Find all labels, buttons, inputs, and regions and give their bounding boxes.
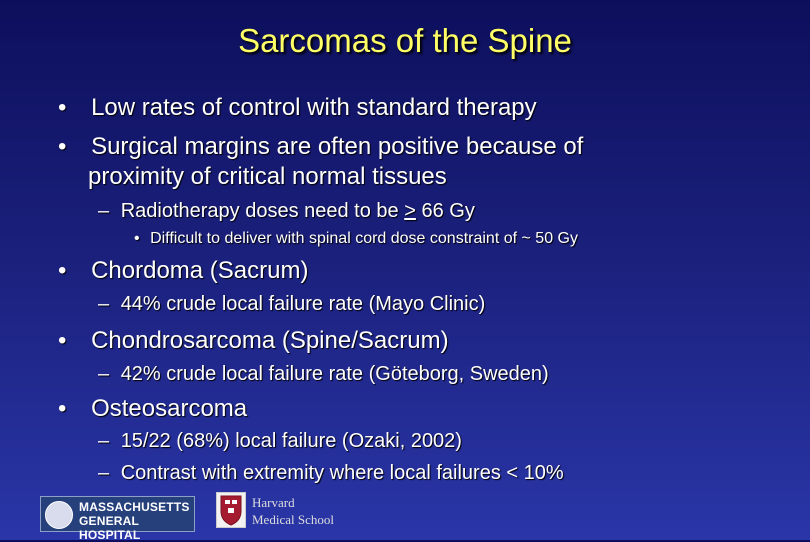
bullet-item bbox=[58, 94, 537, 122]
sub-bullet-text: 44% crude local failure rate (Mayo Clinic) bbox=[120, 293, 486, 315]
sub-bullet-text: 15/22 (68%) local failure (Ozaki, 2002) bbox=[120, 430, 462, 452]
bullet-text: Chondrosarcoma (Spine/Sacrum) bbox=[91, 327, 449, 354]
bullet-text: Surgical margins are often positive because of bbox=[91, 133, 584, 160]
sub-bullet-item bbox=[98, 430, 462, 453]
bullet-marker: • bbox=[58, 94, 67, 121]
mgh-logo-line1: MASSACHUSETTS bbox=[79, 500, 190, 514]
sub-bullet-item bbox=[98, 363, 549, 386]
sub-bullet-text: Contrast with extremity where local failures < 10% bbox=[120, 462, 564, 484]
sub-sub-bullet-text: Difficult to deliver with spinal cord dose constraint of ~ 50 Gy bbox=[150, 230, 578, 247]
sub-bullet-text: 42% crude local failure rate (Göteborg, Sweden) bbox=[120, 363, 549, 385]
sub-sub-bullet-item bbox=[134, 230, 578, 248]
sub-bullet-item bbox=[98, 462, 564, 485]
sub-bullet-item bbox=[98, 293, 485, 316]
dash-marker: – bbox=[98, 430, 110, 452]
bullet-item bbox=[58, 257, 308, 285]
bullet-item bbox=[58, 395, 247, 423]
bullet-item bbox=[58, 133, 583, 161]
dash-marker: – bbox=[98, 293, 110, 315]
bullet-continuation: proximity of critical normal tissues bbox=[88, 163, 447, 190]
sub-bullet-value: 66 Gy bbox=[421, 200, 475, 222]
mgh-logo bbox=[40, 496, 195, 542]
mgh-logo-text bbox=[79, 500, 194, 542]
bullet-text: Low rates of control with standard therapy bbox=[91, 94, 537, 121]
dash-marker: – bbox=[98, 363, 110, 385]
bullet-marker: • bbox=[58, 133, 67, 160]
bullet-item bbox=[58, 327, 449, 355]
mgh-logo-line2: GENERAL HOSPITAL bbox=[79, 514, 141, 542]
dash-marker: – bbox=[98, 200, 110, 222]
gte-symbol: > bbox=[404, 200, 416, 222]
bullet-marker: • bbox=[58, 327, 67, 354]
sub-bullet-text: Radiotherapy doses need to be bbox=[120, 200, 405, 222]
bullet-marker: • bbox=[58, 257, 67, 284]
slide-title: Sarcomas of the Spine bbox=[238, 22, 572, 59]
hms-logo-line1: Harvard bbox=[252, 495, 295, 510]
harvard-shield-icon bbox=[216, 492, 246, 528]
sub-bullet-item bbox=[98, 200, 475, 223]
bullet-marker: • bbox=[134, 230, 140, 247]
hms-logo-text bbox=[252, 494, 334, 528]
hms-logo-line2: Medical School bbox=[252, 512, 334, 527]
bullet-text: Chordoma (Sacrum) bbox=[91, 257, 309, 284]
mgh-seal-icon bbox=[45, 501, 73, 529]
bullet-text: Osteosarcoma bbox=[91, 395, 248, 422]
bullet-marker: • bbox=[58, 395, 67, 422]
dash-marker: – bbox=[98, 462, 110, 484]
